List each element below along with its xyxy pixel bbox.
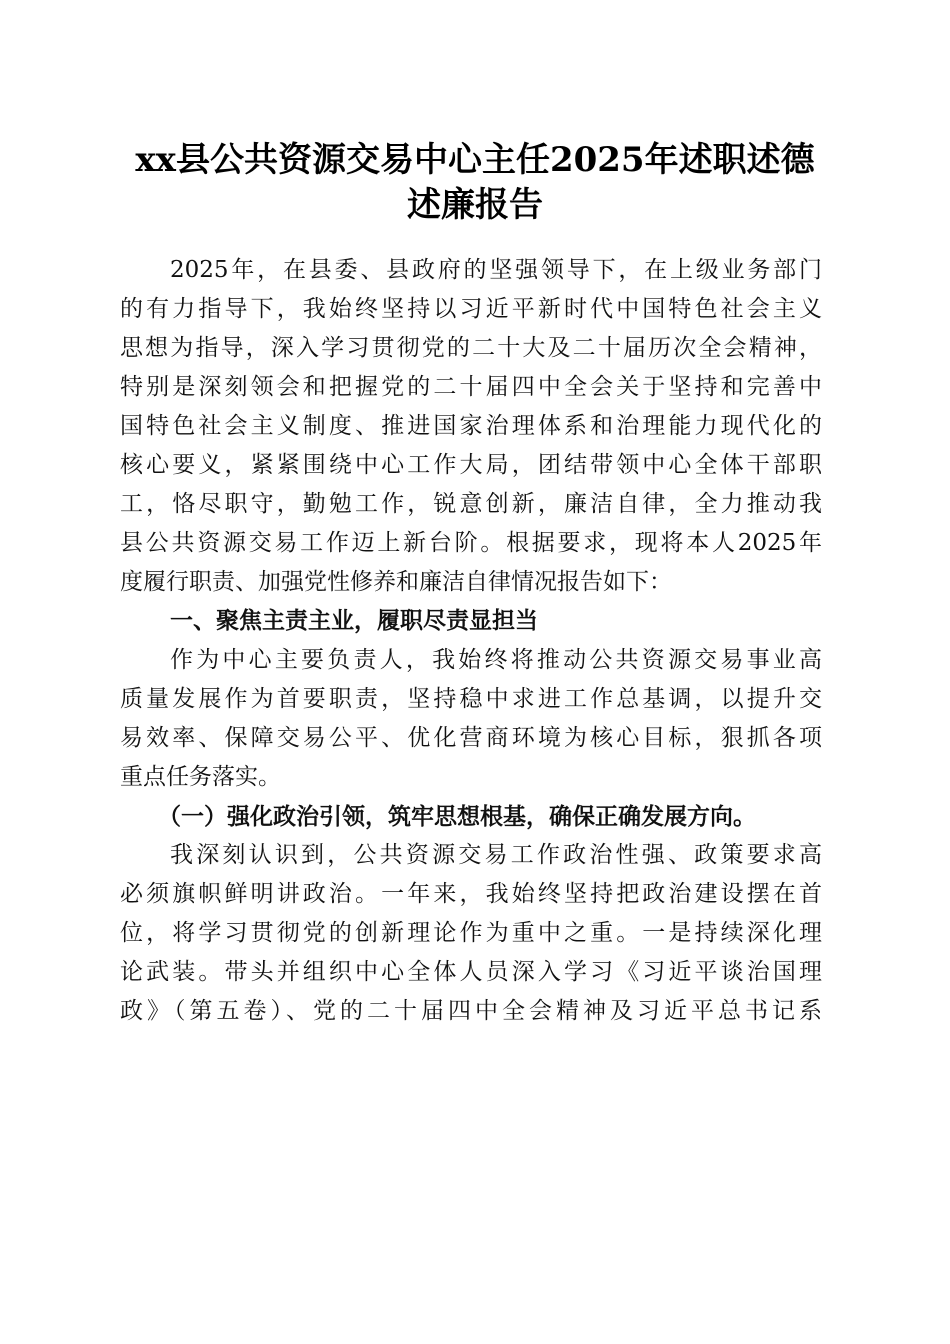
- text-line: 质量发展作为首要职责，坚持稳中求进工作总基调，以提升交: [120, 686, 822, 712]
- text-line: 论武装。带头并组织中心全体人员深入学习《习近平谈治国理: [120, 959, 822, 985]
- text-line: 位，将学习贯彻党的创新理论作为重中之重。一是持续深化理: [120, 920, 822, 946]
- text-line: 我深刻认识到，公共资源交易工作政治性强、政策要求高: [170, 842, 822, 868]
- text-line: 思想为指导，深入学习贯彻党的二十大及二十届历次全会精神，: [120, 335, 822, 361]
- text-line: 作为中心主要负责人，我始终将推动公共资源交易事业高: [170, 647, 822, 673]
- text-line: 2025年，在县委、县政府的坚强领导下，在上级业务部门: [170, 257, 822, 283]
- subsection-heading: [120, 797, 822, 836]
- document-title-line-1: xx县公共资源交易中心主任2025年述职述德: [135, 140, 815, 180]
- text-line: 工，恪尽职守，勤勉工作，锐意创新，廉洁自律，全力推动我: [120, 491, 822, 517]
- document-body: [120, 251, 822, 1031]
- text-line: 重点任务落实。: [120, 764, 281, 790]
- paragraph: [120, 836, 822, 1031]
- text-line: 易效率、保障交易公平、优化营商环境为核心目标，狠抓各项: [120, 725, 822, 751]
- text-line: 特别是深刻领会和把握党的二十届四中全会关于坚持和完善中: [120, 374, 822, 400]
- text-line: 核心要义，紧紧围绕中心工作大局，团结带领中心全体干部职: [120, 452, 822, 478]
- text-line: 县公共资源交易工作迈上新台阶。根据要求，现将本人2025年: [120, 530, 822, 556]
- text-line: 政》（第五卷）、党的二十届四中全会精神及习近平总书记系: [120, 998, 822, 1024]
- text-line: 的有力指导下，我始终坚持以习近平新时代中国特色社会主义: [120, 296, 822, 322]
- section-heading: [120, 602, 822, 641]
- text-line: 度履行职责、加强党性修养和廉洁自律情况报告如下：: [120, 569, 672, 595]
- text-line: （一）强化政治引领，筑牢思想根基，确保正确发展方向。: [158, 803, 756, 830]
- text-line: 国特色社会主义制度、推进国家治理体系和治理能力现代化的: [120, 413, 822, 439]
- text-line: 必须旗帜鲜明讲政治。一年来，我始终坚持把政治建设摆在首: [120, 881, 822, 907]
- text-line: 一、聚焦主责主业，履职尽责显担当: [170, 608, 538, 634]
- paragraph: [120, 641, 822, 797]
- paragraph: [120, 251, 822, 602]
- document-title-line-2: 述廉报告: [407, 185, 543, 225]
